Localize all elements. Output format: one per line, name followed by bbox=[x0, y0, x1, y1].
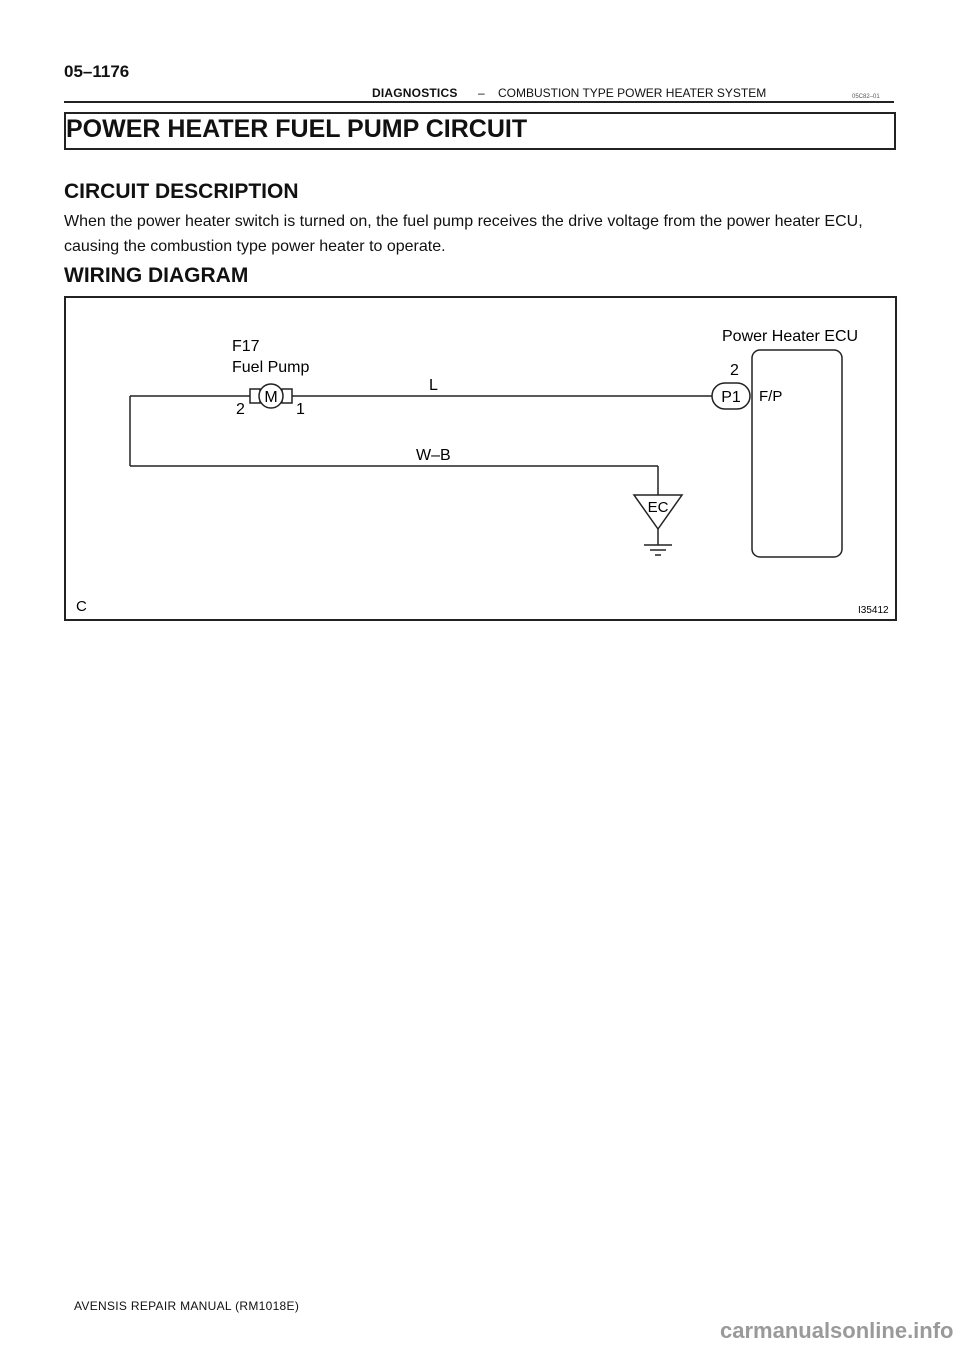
circuit-description-heading: CIRCUIT DESCRIPTION bbox=[64, 180, 299, 203]
watermark: carmanualsonline.info bbox=[720, 1318, 954, 1343]
header-rule bbox=[64, 101, 894, 103]
ecu-connector-label: P1 bbox=[721, 389, 741, 406]
header-section: DIAGNOSTICS bbox=[372, 86, 458, 100]
figure-id: I35412 bbox=[858, 605, 889, 616]
component-name: Fuel Pump bbox=[232, 359, 310, 376]
wire-upper-label: L bbox=[429, 377, 438, 394]
diagram-corner-code: C bbox=[76, 598, 87, 615]
header-subsection: COMBUSTION TYPE POWER HEATER SYSTEM bbox=[498, 86, 767, 100]
wiring-diagram bbox=[64, 296, 896, 620]
footer: AVENSIS REPAIR MANUAL (RM1018E) bbox=[74, 1299, 300, 1313]
ecu-pin: 2 bbox=[730, 362, 739, 379]
component-code: F17 bbox=[232, 338, 260, 355]
ground-label: EC bbox=[647, 499, 669, 516]
page-number: 05–1176 bbox=[64, 62, 130, 81]
wiring-diagram-heading: WIRING DIAGRAM bbox=[64, 264, 249, 287]
header-separator: – bbox=[478, 86, 485, 100]
ecu-name: Power Heater ECU bbox=[722, 328, 859, 345]
ecu-terminal-label: F/P bbox=[759, 388, 783, 405]
pump-pin-left: 2 bbox=[236, 401, 245, 418]
wire-lower-label: W–B bbox=[416, 447, 451, 464]
circuit-description-body: When the power heater switch is turned on, the fuel pump receives the drive voltage from the power heater ECU, causing the combustion type power heater to operate. bbox=[64, 213, 863, 255]
motor-symbol-label: M bbox=[264, 389, 278, 406]
ecu-box bbox=[752, 350, 842, 557]
doc-code: 05C82–01 bbox=[852, 94, 880, 100]
page-title: POWER HEATER FUEL PUMP CIRCUIT bbox=[66, 115, 528, 143]
pump-pin-right: 1 bbox=[296, 401, 305, 418]
